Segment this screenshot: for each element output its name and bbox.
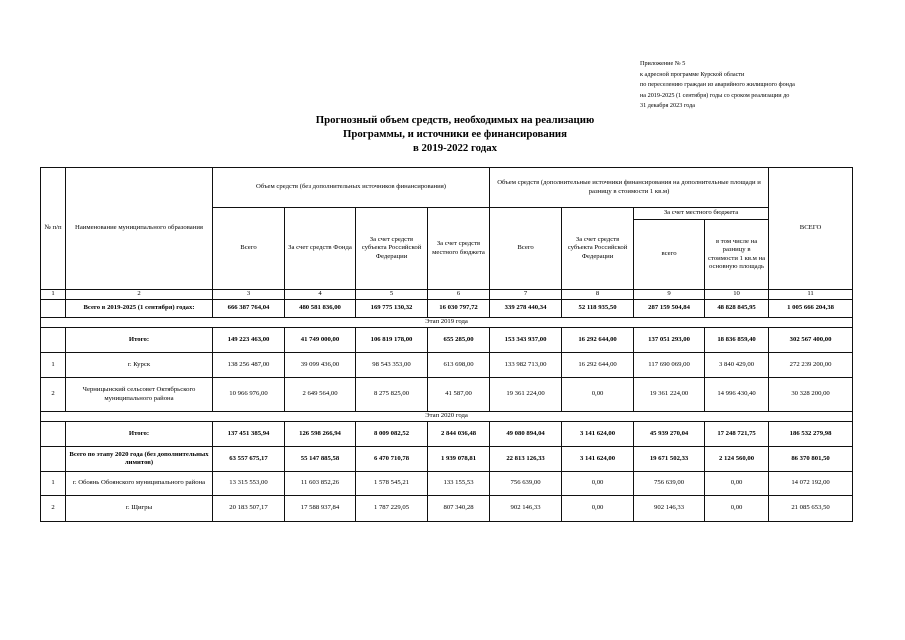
table-cell: 0,00: [562, 472, 634, 496]
table-cell: 807 340,28: [428, 496, 490, 522]
row-label: Итого:: [66, 328, 213, 353]
table-cell: 339 278 440,34: [490, 300, 562, 318]
table-cell: 8 275 825,00: [356, 378, 428, 412]
col-number: 4: [285, 290, 356, 300]
annex-line: на 2019-2025 (1 сентября) годы со сроком реализации до: [640, 91, 790, 99]
table-cell: 16 292 644,00: [562, 328, 634, 353]
table-cell: 126 598 266,94: [285, 422, 356, 447]
stage-label: Этап 2019 года: [41, 318, 853, 328]
table-cell: 137 051 293,00: [634, 328, 705, 353]
header-g2-subject: За счет средств субъекта Российской Федерации: [562, 208, 634, 290]
table-cell: 0,00: [705, 496, 769, 522]
table-cell: 186 532 279,98: [769, 422, 853, 447]
header-g2-total: Всего: [490, 208, 562, 290]
table-cell: [41, 422, 66, 447]
table-cell: 117 690 069,00: [634, 353, 705, 378]
table-cell: 16 292 644,00: [562, 353, 634, 378]
table-cell: 756 639,00: [490, 472, 562, 496]
table-row: [41, 496, 853, 522]
table-cell: 63 557 675,17: [213, 447, 285, 472]
table-cell: 49 080 894,04: [490, 422, 562, 447]
table-cell: 3 141 624,00: [562, 422, 634, 447]
table-cell: 902 146,33: [490, 496, 562, 522]
table-cell: 19 361 224,00: [490, 378, 562, 412]
table-cell: 756 639,00: [634, 472, 705, 496]
table-row: [41, 353, 853, 378]
row-number: 1: [41, 353, 66, 378]
stage-row: [41, 318, 853, 328]
row-label: г. Курск: [66, 353, 213, 378]
col-number: 1: [41, 290, 66, 300]
table-cell: 55 147 885,58: [285, 447, 356, 472]
table-cell: 613 698,00: [428, 353, 490, 378]
table-cell: 666 387 764,04: [213, 300, 285, 318]
header-total: ВСЕГО: [769, 168, 853, 290]
row-label: Черницынский сельсовет Октябрьского муниципального района: [66, 378, 213, 412]
table-cell: 19 671 502,33: [634, 447, 705, 472]
table-cell: 133 155,53: [428, 472, 490, 496]
table-cell: 2 844 036,48: [428, 422, 490, 447]
table-cell: 2 124 560,00: [705, 447, 769, 472]
table-cell: 1 578 545,21: [356, 472, 428, 496]
table-cell: 8 009 082,52: [356, 422, 428, 447]
header-group2: Объем средств (дополнительные источники финансирования на дополнительные площади и разницу в стоимости 1 кв.м): [490, 168, 769, 208]
table-cell: 98 543 353,00: [356, 353, 428, 378]
header-g2-local-diff: в том числе на разницу в стоимости 1 кв.м на основную площадь: [705, 220, 769, 290]
table-cell: 1 005 666 204,38: [769, 300, 853, 318]
table-cell: 149 223 463,00: [213, 328, 285, 353]
column-number-row: [41, 290, 853, 300]
table-cell: 16 030 797,72: [428, 300, 490, 318]
col-number: 10: [705, 290, 769, 300]
grand-total-row: [41, 300, 853, 318]
table-cell: 19 361 224,00: [634, 378, 705, 412]
table-cell: 18 836 859,40: [705, 328, 769, 353]
table-cell: 52 118 935,50: [562, 300, 634, 318]
header-name: Наименование муниципального образования: [66, 168, 213, 290]
table-cell: 169 775 130,32: [356, 300, 428, 318]
table-cell: 17 248 721,75: [705, 422, 769, 447]
table-cell: 48 828 845,95: [705, 300, 769, 318]
financing-table: [40, 167, 853, 522]
table-cell: 272 239 200,00: [769, 353, 853, 378]
header-g1-local: За счет средств местного бюджета: [428, 208, 490, 290]
table-cell: 10 966 976,00: [213, 378, 285, 412]
itogo-row: [41, 328, 853, 353]
stage-label: Этап 2020 года: [41, 412, 853, 422]
table-cell: 1 939 078,81: [428, 447, 490, 472]
table-cell: 20 183 507,17: [213, 496, 285, 522]
table-cell: 21 085 653,50: [769, 496, 853, 522]
table-cell: 39 099 436,00: [285, 353, 356, 378]
annex-line: по переселению граждан из аварийного жилищного фонда: [640, 81, 795, 88]
annex-line: к адресной программе Курской области: [640, 70, 745, 78]
table-cell: 6 470 710,78: [356, 447, 428, 472]
table-cell: 902 146,33: [634, 496, 705, 522]
col-number: 11: [769, 290, 853, 300]
table-cell: 655 285,00: [428, 328, 490, 353]
header-g1-subject: За счет средств субъекта Российской Федерации: [356, 208, 428, 290]
table-cell: 86 370 801,50: [769, 447, 853, 472]
row-label: Всего в 2019-2025 (1 сентября) годах:: [66, 300, 213, 318]
row-number: 1: [41, 472, 66, 496]
table-cell: [41, 447, 66, 472]
col-number: 5: [356, 290, 428, 300]
col-number: 7: [490, 290, 562, 300]
table-cell: 0,00: [562, 378, 634, 412]
row-label: Всего по этапу 2020 года (без дополнительных лимитов): [66, 447, 213, 472]
stage-row: [41, 412, 853, 422]
table-cell: 30 328 200,00: [769, 378, 853, 412]
table-cell: 14 996 430,40: [705, 378, 769, 412]
table-cell: 11 603 852,26: [285, 472, 356, 496]
header-g1-total: Всего: [213, 208, 285, 290]
table-cell: 2 649 564,00: [285, 378, 356, 412]
table-cell: 0,00: [705, 472, 769, 496]
table-cell: 302 567 400,00: [769, 328, 853, 353]
table-cell: [41, 300, 66, 318]
table-cell: 3 141 624,00: [562, 447, 634, 472]
document-title: [280, 113, 630, 156]
header-g1-fund: За счет средств Фонда: [285, 208, 356, 290]
col-number: 2: [66, 290, 213, 300]
table-cell: 106 819 178,00: [356, 328, 428, 353]
subtotal-row: [41, 447, 853, 472]
col-number: 8: [562, 290, 634, 300]
table-cell: 287 159 504,84: [634, 300, 705, 318]
row-label: г. Щигры: [66, 496, 213, 522]
table-cell: 41 587,00: [428, 378, 490, 412]
table-cell: 133 982 713,00: [490, 353, 562, 378]
table-cell: 480 581 836,00: [285, 300, 356, 318]
row-label: г. Обоянь Обоянского муниципального района: [66, 472, 213, 496]
annex-line: 31 декабря 2023 года: [640, 102, 696, 109]
col-number: 9: [634, 290, 705, 300]
title-line: Программы, и источники ее финансирования: [342, 128, 567, 141]
annex-line: Приложение № 5: [640, 60, 686, 67]
table-cell: 137 451 385,94: [213, 422, 285, 447]
title-line: в 2019-2022 годах: [413, 142, 497, 155]
table-cell: 41 749 000,00: [285, 328, 356, 353]
itogo-row: [41, 422, 853, 447]
table-row: [41, 378, 853, 412]
table-cell: 17 588 937,84: [285, 496, 356, 522]
header-num: № п/п: [41, 168, 66, 290]
table-cell: 153 343 937,00: [490, 328, 562, 353]
table-cell: 13 315 553,00: [213, 472, 285, 496]
table-cell: 22 813 126,33: [490, 447, 562, 472]
header-local-budget: За счет местного бюджета: [634, 208, 769, 220]
table-row: [41, 472, 853, 496]
row-number: 2: [41, 496, 66, 522]
col-number: 6: [428, 290, 490, 300]
table-cell: 1 787 229,05: [356, 496, 428, 522]
col-number: 3: [213, 290, 285, 300]
table-cell: 14 072 192,00: [769, 472, 853, 496]
header-group1: Объем средств (без дополнительных источников финансирования): [213, 168, 490, 208]
table-cell: 138 256 487,00: [213, 353, 285, 378]
header-g2-local-total: всего: [634, 220, 705, 290]
table-cell: [41, 328, 66, 353]
title-line: Прогнозный объем средств, необходимых на реализацию: [315, 114, 595, 126]
table-cell: 45 939 270,04: [634, 422, 705, 447]
annex-note: [640, 59, 795, 112]
row-number: 2: [41, 378, 66, 412]
row-label: Итого:: [66, 422, 213, 447]
table-cell: 0,00: [562, 496, 634, 522]
table-cell: 3 840 429,00: [705, 353, 769, 378]
